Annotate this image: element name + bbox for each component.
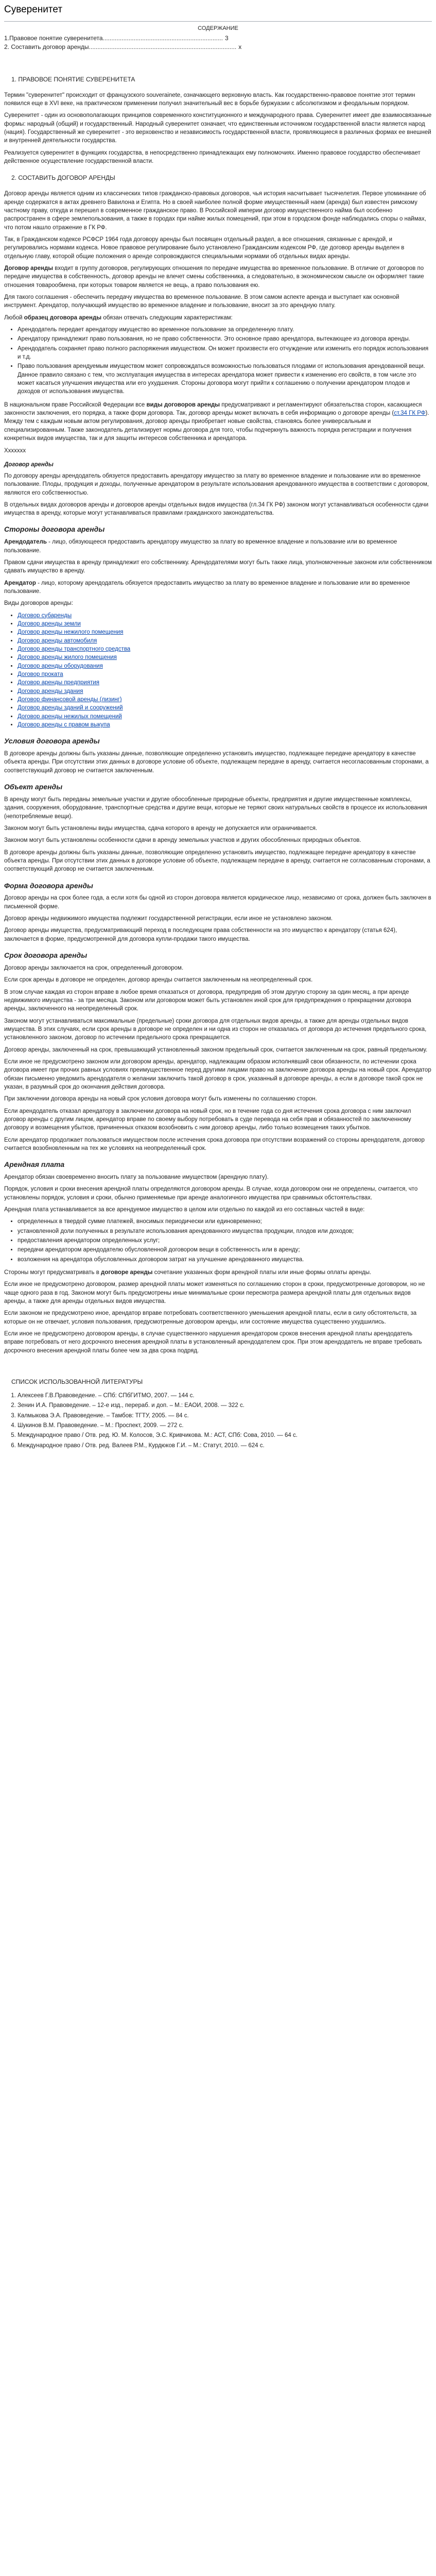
paragraph: Договор аренды заключается на срок, определенный договором. bbox=[4, 965, 184, 971]
list-item bbox=[18, 687, 432, 696]
list-item: • передачи арендатором арендодателю обусловленной договором вещи в собственность или в аренду; bbox=[18, 1246, 432, 1254]
section-heading: Стороны договора аренды bbox=[4, 525, 105, 534]
contract-kind-link[interactable]: Договор аренды транспортного средства bbox=[18, 646, 131, 652]
paragraph bbox=[4, 190, 432, 232]
contract-kind-link[interactable]: Договор аренды зданий и сооружений bbox=[18, 705, 123, 711]
toc-item-text: 1.Правовое понятие суверенитета bbox=[4, 34, 103, 42]
paragraph-text: Любой bbox=[4, 314, 24, 321]
paragraph: В аренду могут быть переданы земельные участки и другие обособленные природные объекты, предприятия и другие имущественные комплексы, здания, сооружения, оборудование, транспортные средства и другие вещи, которые не теряют своих натуральных свойств в процессе их использования (непотребляемые вещи). bbox=[4, 796, 427, 820]
paragraph: Арендная плата устанавливается за все арендуемое имущество в целом или отдельно по каждой из его составных частей в виде: bbox=[4, 1207, 365, 1213]
paragraph: Если арендодатель отказал арендатору в заключении договора на новый срок, но в течение года со дня истечения срока договора с ним заключил договор аренды с другим лицом, арендатор вправе по своему выбору потребовать в суде перевода на себя прав и обязанностей по заключенному договору и возмещения убытков, причиненных отказом возобновить с ним договор аренды, либо только возмещения таких убытков. bbox=[4, 1108, 411, 1131]
toc-item-dots: ...................................................................................... bbox=[89, 43, 237, 50]
paragraph-text: обязан отвечать следующим характеристикам: bbox=[101, 314, 233, 321]
term-bold: Арендодатель bbox=[4, 539, 47, 546]
paragraph-text: Договор аренды является одним из классических типов гражданско-правовых договоров, чья история насчитывает тысячелетия. Первое упоминание об аренде содержатся в актах древнего Вавилона и Египта. Но в своей наиболее полной форме имущественный наем (аренда) был известен римскому частному праву, откуда и перешел в современное гражданское право. В Российской империи договор имущественного найма был особенно распространен в сфере землепользования, а также в городах при найме жилых помещений, при этом в городском фонде наблюдались споры о наймах, что потом нашло отражение в ГК РФ. bbox=[4, 191, 426, 231]
toc-heading: СОДЕРЖАНИЕ bbox=[198, 25, 238, 31]
term-bold: виды договоров аренды bbox=[146, 401, 220, 408]
term-bold: Арендатор bbox=[4, 580, 36, 586]
bibliography-item: 5. Международное право / Отв. ред. Ю. М. Колосов, Э.С. Кривчикова. М.: АСТ, СПб: Сова, 2010. — 64 с. bbox=[18, 1431, 432, 1439]
list-item bbox=[18, 670, 432, 679]
bibliography-item: 3. Калмыкова Э.А. Правоведение. – Тамбов: ТГТУ, 2005. — 84 с. bbox=[18, 1412, 432, 1420]
table-of-contents bbox=[4, 25, 432, 52]
paragraph: Если иное не предусмотрено договором, размер арендной платы может изменяться по соглашению сторон в сроки, предусмотренные договором, но не чаще одного раза в год. Законом могут быть предусмотрены иные минимальные сроки пересмотра размера арендной платы для отдельных видов аренды, а также для аренды отдельных видов имущества. bbox=[4, 1281, 425, 1305]
paragraph: Виды договоров аренды: bbox=[4, 600, 73, 607]
paragraph: В этом случае каждая из сторон вправе в любое время отказаться от договора, предупредив об этом другую сторону за один месяц, а при аренде недвижимого имущества - за три месяца. Законом или договором может быть установлен иной срок для предупреждения о прекращении договора аренды, заключенного на неопределенный срок. bbox=[4, 989, 411, 1012]
contract-kind-link[interactable]: Договор аренды земли bbox=[18, 620, 81, 627]
list-item bbox=[18, 704, 432, 712]
page-title: Суверенитет bbox=[4, 0, 432, 22]
paragraph: Законом могут быть установлены особенности сдачи в аренду земельных участков и других обособленных природных объектов. bbox=[4, 837, 361, 844]
list-item bbox=[18, 653, 432, 662]
contract-kind-link[interactable]: Договор проката bbox=[18, 671, 63, 677]
contract-kind-link[interactable]: Договор аренды нежилого помещения bbox=[18, 629, 124, 636]
bibliography-heading: СПИСОК ИСПОЛЬЗОВАННОЙ ЛИТЕРАТУРЫ bbox=[11, 1378, 143, 1386]
toc-item bbox=[4, 43, 242, 52]
contract-kind-link[interactable]: Договор аренды с правом выкупа bbox=[18, 721, 110, 728]
list-item bbox=[18, 696, 432, 704]
list-item bbox=[18, 645, 432, 653]
paragraph bbox=[4, 314, 432, 322]
bibliography-item: 6. Международное право / Отв. ред. Валеев Р.М., Курдюков Г.И. – М.: Статут, 2010. — 624 с. bbox=[18, 1442, 432, 1450]
list-item bbox=[18, 628, 432, 636]
paragraph: Договор аренды имущества, предусматривающий переход в последующем права собственности на это имущество к арендатору (статья 624), заключается в форме, предусмотренной для договора купли-продажи такого имущества. bbox=[4, 927, 397, 942]
contract-kind-link[interactable]: Договор финансовой аренды (лизинг) bbox=[18, 696, 122, 703]
paragraph: Так, в Гражданском кодексе РСФСР 1964 года договору аренды был посвящен отдельный раздел, а все отношения, связанные с арендой, и регулировались нормами кодекса. Новое правовое регулирование было установлено Гражданским кодексом РФ, где договор аренды выделен в отдельную главу, которой общие положения о аренде сопровождаются специальными нормами об отдельных видах аренды. bbox=[4, 236, 405, 260]
section-heading: Срок договора аренды bbox=[4, 951, 88, 960]
list-item: • предоставления арендатором определенных услуг; bbox=[18, 1236, 432, 1245]
paragraph: Договор аренды на срок более года, а если хотя бы одной из сторон договора является юридическое лицо, независимо от срока, должен быть заключен в письменной форме. bbox=[4, 895, 431, 910]
contract-kind-link[interactable]: Договор аренды нежилых помещений bbox=[18, 713, 122, 720]
paragraph: При заключении договора аренды на новый срок условия договора могут быть изменены по соглашению сторон. bbox=[4, 1096, 317, 1103]
paragraph: Если законом не предусмотрено иное, арендатор вправе потребовать соответственного уменьшения арендной платы, если в силу обстоятельств, за которые он не отвечает, условия пользования, предусмотренные договором аренды, или состояние имущества существенно ухудшились. bbox=[4, 1310, 417, 1325]
separator: Ххххххх bbox=[4, 448, 26, 454]
paragraph-text: - лицо, обязующееся предоставить арендатору имущество за плату во временное владение и пользование или во временное пользование. bbox=[4, 539, 397, 554]
contract-kind-link[interactable]: Договор аренды жилого помещения bbox=[18, 654, 117, 661]
paragraph: Если иное не предусмотрено законом или договором аренды, арендатор, надлежащим образом исполнявший свои обязанности, по истечении срока договора имеет при прочих равных условиях преимущественное перед другими лицами право на заключение договора аренды на новый срок. Арендатор обязан письменно уведомить арендодателя о желании заключить такой договор в срок, указанный в договоре аренды, а если в договоре такой срок не указан, в разумный срок до окончания действия договора. bbox=[4, 1058, 431, 1090]
section-heading: Арендная плата bbox=[4, 1160, 65, 1169]
paragraph: Если срок аренды в договоре не определен, договор аренды считается заключенным на неопределенный срок. bbox=[4, 977, 313, 984]
paragraph-text: - лицо, которому арендодатель обязуется предоставить имущество за плату во временное владение и пользование или во временное пользование. bbox=[4, 580, 410, 595]
bibliography-item: 4. Шукинов В.М. Правоведение. – М.: Проспект, 2009. — 272 с. bbox=[18, 1421, 432, 1430]
list-item bbox=[18, 620, 432, 628]
contract-kind-link[interactable]: Договор аренды оборудования bbox=[18, 663, 103, 669]
paragraph-text: ). Между тем с каждым новым актом регулирования, договор аренды приобретает новые свойства, становясь более универсальным и специализированным. Также законодатель детализирует нормы договора для того, чтобы подчеркнуть важность порядка регистрации и получения конкретных видов имущества, так и для защиты интересов собственника и арендатора. bbox=[4, 410, 429, 442]
paragraph: Если иное не предусмотрено договором аренды, в случае существенного нарушения арендатором сроков внесения арендной платы арендодатель вправе потребовать от него досрочного внесения арендной платы в установленный арендодателем срок. При этом арендодатель не вправе требовать досрочного внесения арендной платы более чем за два срока подряд. bbox=[4, 1331, 422, 1354]
list-item bbox=[18, 713, 432, 721]
contract-kind-link[interactable]: Договор субаренды bbox=[18, 612, 72, 619]
list-item: • Арендодатель сохраняет право полного распоряжения имуществом. Он может произвести его отчуждение или изменить его порядок использования и т.д. bbox=[18, 345, 432, 362]
contract-kinds-list bbox=[4, 612, 432, 730]
paragraph: Законом могут устанавливаться максимальные (предельные) сроки договора для отдельных видов аренды, а также для аренды отдельных видов имущества. В этих случаях, если срок аренды в договоре не определен и ни одна из сторон не отказалась от договора до истечения предельного срока, установленного законом, договор по истечении предельного срока прекращается. bbox=[4, 1018, 427, 1041]
paragraph: Договор аренды недвижимого имущества подлежит государственной регистрации, если иное не установлено законом. bbox=[4, 916, 333, 922]
list-item: • установленной доли полученных в результате использования арендованного имущества продукции, плодов или доходов; bbox=[18, 1227, 432, 1235]
paragraph: Договор аренды, заключенный на срок, превышающий установленный законом предельный срок, считается заключенным на срок, равный предельному. bbox=[4, 1046, 428, 1053]
toc-item-text: 2. Составить договор аренды bbox=[4, 43, 89, 50]
section-heading: Условия договора аренды bbox=[4, 737, 100, 745]
list-item: • Право пользования арендуемым имуществом может сопровождаться возможностью пользоваться плодами от использования арендованной вещи. Данное правило связано с тем, что эксплуатация имущества в интересах арендатора может привести к изменению его свойств, в том числе это может касаться улучшения имущества или его ухудшения. Стороны договора могут прийти к соглашению о получении арендатором плодов и доходов от использования имущества. bbox=[18, 362, 432, 396]
toc-item-page: х bbox=[238, 43, 242, 50]
contract-kind-link[interactable]: Договор аренды автомобиля bbox=[18, 637, 97, 644]
toc-item-dots: ...................................................................... bbox=[102, 34, 223, 42]
paragraph: Законом могут быть установлены виды имущества, сдача которого в аренду не допускается или ограничивается. bbox=[4, 825, 318, 832]
bibliography-item: 2. Зенин И.А. Правоведение. – 12-е изд., перераб. и доп. – М.: ЕАОИ, 2008. — 322 с. bbox=[18, 1401, 432, 1410]
paragraph: В договоре аренды должны быть указаны данные, позволяющие определенно установить имущество, подлежащее передаче арендатору в качестве объекта аренды. При отсутствии этих данных в договоре условие об объекте, подлежащем передаче в аренду, считается не согласованным сторонами, а соответствующий договор не считается заключенным. bbox=[4, 849, 430, 873]
toc-item-page: 3 bbox=[224, 34, 229, 42]
paragraph: Если арендатор продолжает пользоваться имуществом после истечения срока договора при отсутствии возражений со стороны арендодателя, договор считается возобновленным на тех же условиях на неопределенный срок. bbox=[4, 1137, 425, 1151]
contract-kind-link[interactable]: Договор аренды здания bbox=[18, 688, 83, 694]
paragraph-text: предусматривают и регламентируют обязательства сторон, касающиеся законности заключения, его порядка, а также форм договора. Так, договор аренды может включать в себя информацию о договоре аренды ( bbox=[4, 401, 422, 416]
list-item: • Арендатору принадлежит право пользования, но не право собственности. Это основное право арендатора, вытекающее из договора аренды. bbox=[18, 335, 432, 343]
paragraph: Термин "суверенитет" происходит от французского souverainete, означающего верховную власть. Как государственно-правовое понятие этот термин появился еще в XVI веке, на практическом применении получил значительный вес в борьбе буржуазии с абсолютизмом и феодальным порядком. bbox=[4, 92, 415, 107]
paragraph-text: сочетание указанных форм арендной платы или иные формы оплаты аренды. bbox=[152, 1269, 372, 1276]
paragraph bbox=[4, 579, 432, 596]
section1-heading: 1. ПРАВОВОЕ ПОНЯТИЕ СУВЕРЕНИТЕТА bbox=[11, 75, 135, 83]
paragraph bbox=[4, 1268, 432, 1277]
paragraph-text: В национальном праве Российской Федерации все bbox=[4, 401, 147, 408]
list-item bbox=[18, 662, 432, 670]
paragraph: Порядок, условия и сроки внесения арендной платы определяются договором аренды. В случае, когда договором они не определены, считается, что установлены порядок, условия и сроки, обычно применяемые при аренде аналогичного имущества при сравнимых обстоятельствах. bbox=[4, 1186, 418, 1201]
list-item: • возложения на арендатора обусловленных договором затрат на улучшение арендованного имущества. bbox=[18, 1256, 432, 1264]
rent-forms-list bbox=[4, 1217, 432, 1264]
toc-item bbox=[4, 34, 229, 43]
section-heading: Форма договора аренды bbox=[4, 881, 93, 890]
list-item bbox=[18, 612, 432, 620]
paragraph: Правом сдачи имущества в аренду принадлежит его собственнику. Арендодателями могут быть также лица, уполномоченные законом или собственником сдавать имущество в аренду. bbox=[4, 560, 432, 574]
bibliography-list bbox=[4, 1392, 432, 1450]
list-item bbox=[18, 637, 432, 645]
paragraph: По договору аренды арендодатель обязуется предоставить арендатору имущество за плату во временное владение и пользование или во временное пользование. Плоды, продукция и доходы, полученные арендатором в результате использования арендованного имущества в соответствии с договором, являются его собственностью. bbox=[4, 472, 429, 496]
term-bold: образец договора аренды bbox=[24, 314, 102, 321]
list-item: • Арендодатель передает арендатору имущество во временное пользование за определенную плату. bbox=[18, 326, 432, 334]
paragraph: Суверенитет - один из основополагающих принципов современного конституционного и международного права. Суверенитет имеет две взаимосвязанные формы: народный (общий) и государственный. Народный суверенитет означает, что единственным источником государственной власти является народ (нация). Государственный же суверенитет - это верховенство и независимость государственной власти, проявляющиеся в различных формах ее внешней и внутренней деятельности государства. bbox=[4, 112, 432, 144]
section-heading: Объект аренды bbox=[4, 783, 63, 791]
list-item bbox=[18, 679, 432, 687]
list-item: • определенных в твердой сумме платежей, вносимых периодически или единовременно; bbox=[18, 1217, 432, 1226]
paragraph bbox=[4, 401, 432, 443]
paragraph: Для такого соглашения - обеспечить передачу имущества во временное пользование. В этом самом аспекте аренда и выступает как основной инструмент. Арендатор, получающий имущество во временное владение и пользование, вносит за это арендную плату. bbox=[4, 294, 399, 309]
paragraph: Реализуется суверенитет в функциях государства, в непосредственно принадлежащих ему полномочиях. Именно правовое государство обеспечивает действенное осуществление государственной власти. bbox=[4, 149, 421, 164]
list-item bbox=[18, 721, 432, 729]
paragraph bbox=[4, 264, 432, 290]
paragraph-text: Стороны могут предусматривать в bbox=[4, 1269, 101, 1276]
term-bold: договоре аренды bbox=[101, 1269, 153, 1276]
bibliography-item: 1. Алексеев Г.В.Правоведение. – СПб: СПбГИТМО, 2007. — 144 с. bbox=[18, 1392, 432, 1400]
paragraph-text: входит в группу договоров, регулирующих отношения по передаче имущества во временное пользование. В отличие от договоров по передаче имущества в собственность, договор аренды не влечет смены собственника, а следовательно, в экономическом смысле он оформляет такие отношения товарообмена, при которых товаром является не вещь, а право пользования ею. bbox=[4, 265, 424, 289]
characteristics-list bbox=[4, 326, 432, 396]
paragraph: Арендатор обязан своевременно вносить плату за пользование имуществом (арендную плату). bbox=[4, 1174, 269, 1181]
subheading: Договор аренды bbox=[4, 461, 54, 468]
section2-heading: 2. СОСТАВИТЬ ДОГОВОР АРЕНДЫ bbox=[11, 174, 115, 182]
term-bold: Договор аренды bbox=[4, 265, 54, 272]
paragraph bbox=[4, 538, 432, 555]
paragraph: В отдельных видах договоров аренды и договоров аренды отдельных видов имущества (гл.34 ГК РФ) законом могут устанавливаться особенности сдачи имущества в аренду, которые могут устанавливаться правилами гражданского законодательства. bbox=[4, 501, 429, 517]
paragraph: В договоре аренды должны быть указаны данные, позволяющие определенно установить имущество, подлежащее передаче арендатору в качестве объекта аренды. При отсутствии этих данных в договоре условие об объекте, подлежащем передаче в аренду, считается несогласованным сторонами, а соответствующий договор не считается заключенным. bbox=[4, 751, 429, 774]
contract-kind-link[interactable]: Договор аренды предприятия bbox=[18, 680, 99, 686]
law-link[interactable]: ст.34 ГК РФ bbox=[394, 410, 426, 416]
